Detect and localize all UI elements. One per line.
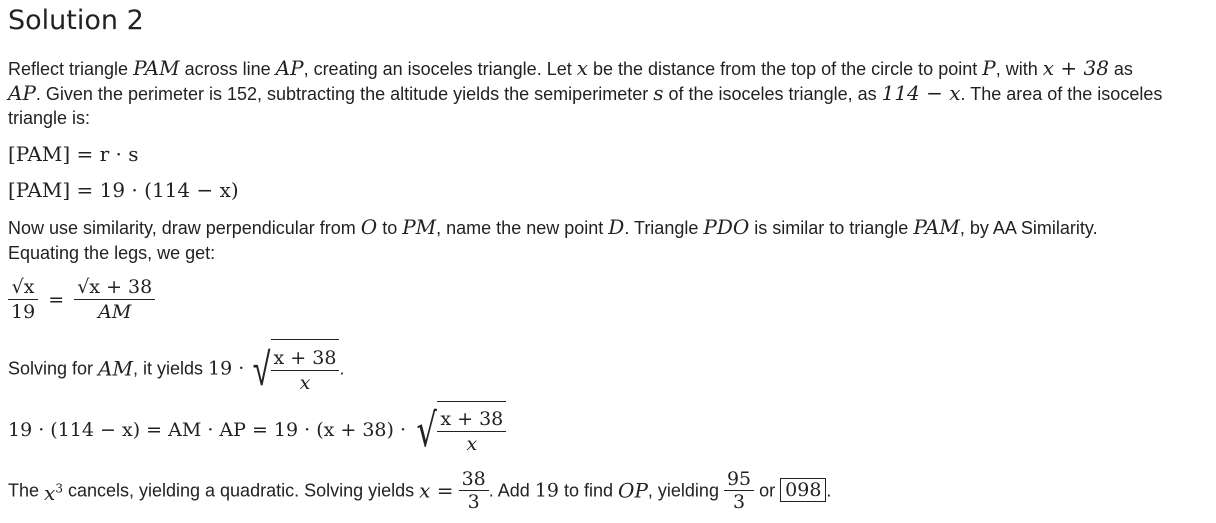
math: O: [360, 215, 378, 239]
fraction-op: [724, 468, 754, 513]
text: , yielding: [647, 480, 724, 501]
numerator: x + 38: [437, 407, 506, 432]
text: , by AA Similarity.: [959, 218, 1098, 238]
text: The: [8, 480, 45, 501]
denominator: 3: [467, 490, 480, 513]
text: is similar to triangle: [749, 218, 914, 238]
text: as: [1108, 59, 1133, 79]
math: 19: [534, 479, 559, 502]
math: 19 ·: [208, 357, 245, 380]
paragraph-2-line-1: [8, 215, 1098, 240]
paragraph-1-line-3: [8, 106, 90, 130]
fraction-x: [459, 468, 489, 513]
text: or: [754, 480, 781, 501]
text: . Triangle: [624, 218, 704, 238]
equals-sign: =: [48, 288, 65, 311]
equation-3: [8, 275, 155, 324]
boxed-answer: 098: [780, 478, 826, 502]
radical-sign: √: [253, 342, 271, 395]
text: , with: [995, 59, 1043, 79]
text: triangle is:: [8, 108, 91, 128]
exponent: 3: [55, 481, 63, 495]
paragraph-4: [8, 461, 831, 520]
text: . Given the perimeter is 152, subtracting the altitude yields the semiperimeter: [35, 84, 654, 104]
paragraph-3: [8, 338, 344, 398]
text: across line: [179, 59, 276, 79]
math: D: [608, 215, 625, 239]
sqrt-expression: [412, 400, 506, 460]
math: 114 − x: [881, 81, 961, 105]
paragraph-1-line-1: [8, 56, 1133, 81]
denominator: 3: [733, 490, 746, 513]
denominator: 19: [11, 301, 36, 323]
text: . The area of the isoceles: [960, 84, 1163, 104]
text: .: [826, 480, 832, 501]
denominator: x: [466, 433, 478, 456]
text: .: [339, 358, 345, 379]
radicand: [437, 401, 506, 460]
math: x + 38: [1042, 56, 1109, 80]
radicand: [271, 339, 340, 398]
math: AP: [275, 56, 304, 80]
numerator: 38: [459, 468, 489, 491]
text: , creating an isoceles triangle. Let: [303, 59, 577, 79]
fraction-right: [74, 275, 155, 324]
math: P: [982, 56, 996, 80]
text: Equating the legs, we get:: [8, 243, 216, 263]
fraction-left: [8, 275, 38, 324]
math: x: [576, 56, 588, 80]
text: Now use similarity, draw perpendicular from: [8, 218, 361, 238]
text: cancels, yielding a quadratic. Solving yields: [62, 480, 420, 501]
math: s: [653, 81, 664, 105]
math: $x^3$: [44, 480, 63, 505]
text: . Add: [488, 480, 535, 501]
numerator: √x: [8, 275, 38, 300]
equation-left: 19 · (114 − x) = AM · AP = 19 · (x + 38) ·: [8, 419, 406, 441]
denominator: x: [299, 371, 311, 394]
text: to: [377, 218, 403, 238]
numerator: √x + 38: [74, 275, 155, 300]
text: Reflect triangle: [8, 59, 134, 79]
text: of the isoceles triangle, as: [663, 84, 882, 104]
paragraph-2-line-2: [8, 241, 215, 265]
radical-sign: √: [416, 403, 437, 458]
text: , it yields: [132, 358, 208, 379]
text: be the distance from the top of the circle to point: [588, 59, 983, 79]
math: OP: [618, 478, 648, 503]
fraction: [437, 407, 506, 456]
math: PDO: [703, 215, 750, 239]
denominator: AM: [98, 301, 132, 323]
paragraph-1-line-2: [8, 81, 1162, 106]
math: AP: [8, 81, 36, 105]
numerator: x + 38: [271, 346, 340, 371]
text: Solving for: [8, 358, 99, 379]
sqrt-expression: [249, 338, 339, 398]
math: x =: [419, 478, 454, 503]
math: PAM: [133, 56, 180, 80]
equation-1: [PAM] = r · s: [8, 142, 139, 166]
equation-4: [8, 400, 506, 460]
numerator: 95: [724, 468, 754, 491]
text: to find: [559, 480, 619, 501]
text: , name the new point: [436, 218, 609, 238]
equation-2: [PAM] = 19 · (114 − x): [8, 178, 239, 202]
page-title: Solution 2: [8, 5, 144, 36]
math: PM: [402, 215, 437, 239]
fraction: [271, 346, 340, 395]
math: AM: [98, 356, 133, 381]
math: PAM: [913, 215, 960, 239]
